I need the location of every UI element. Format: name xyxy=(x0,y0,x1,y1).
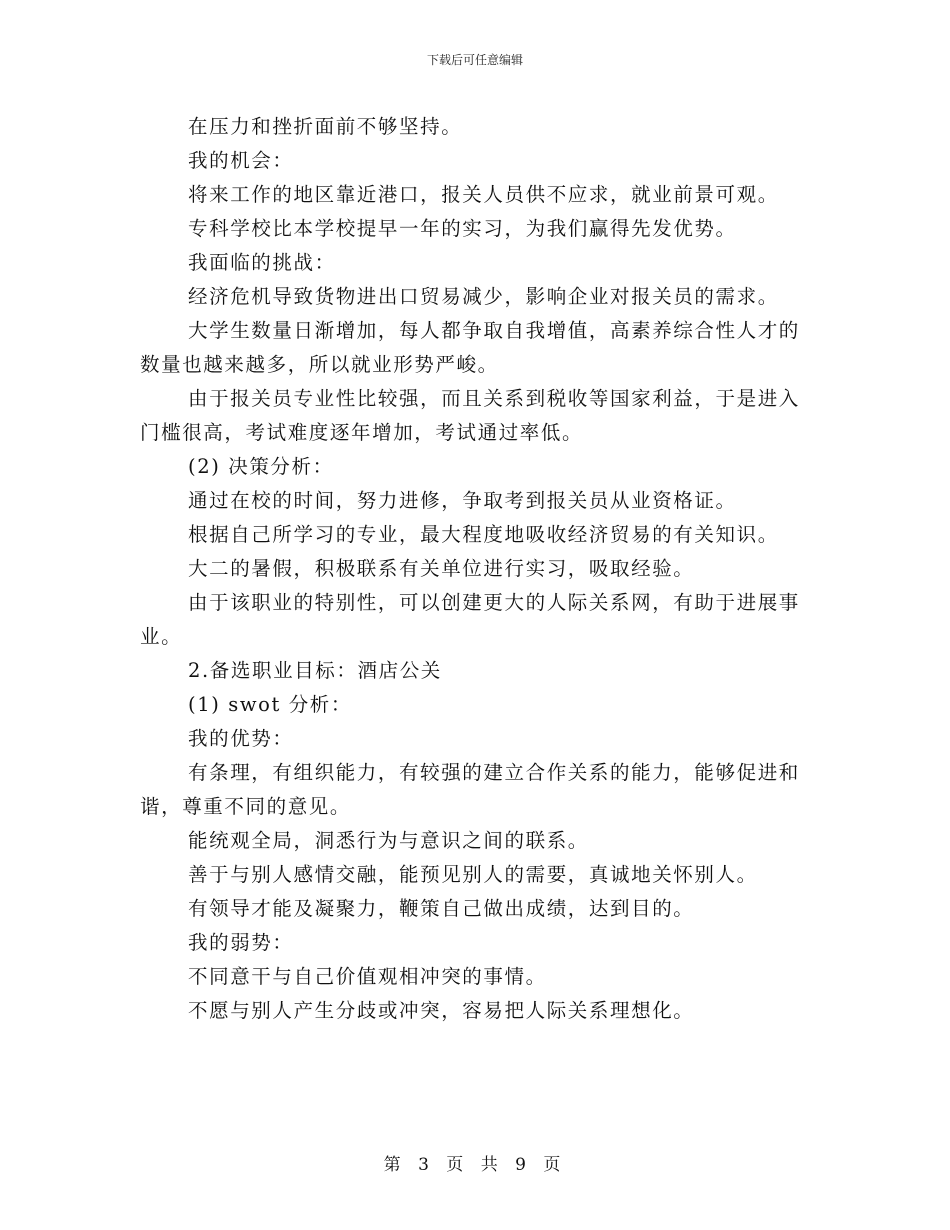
paragraph: 专科学校比本学校提早一年的实习，为我们赢得先发优势。 xyxy=(188,217,737,240)
paragraph: 将来工作的地区靠近港口，报关人员供不应求，就业前景可观。 xyxy=(188,183,779,206)
paragraph: 通过在校的时间，努力进修，争取考到报关员从业资格证。 xyxy=(188,489,737,512)
paragraph: 善于与别人感情交融，能预见别人的需要，真诚地关怀别人。 xyxy=(188,863,758,886)
paragraph: 根据自己所学习的专业，最大程度地吸收经济贸易的有关知识。 xyxy=(188,523,779,546)
section-heading: 我的弱势： xyxy=(188,931,294,954)
page-header: 下载后可任意编辑 xyxy=(426,53,523,67)
paragraph: 由于该职业的特别性，可以创建更大的人际关系网，有助于进展事业。 xyxy=(140,591,800,648)
paragraph: 经济危机导致货物进出口贸易减少，影响企业对报关员的需求。 xyxy=(188,285,779,308)
section-heading: 我的机会： xyxy=(188,149,294,172)
paragraph: 有条理，有组织能力，有较强的建立合作关系的能力，能够促进和谐，尊重不同的意见。 xyxy=(140,761,800,818)
section-heading: (1) swot 分析： xyxy=(188,693,352,716)
paragraph: 能统观全局，洞悉行为与意识之间的联系。 xyxy=(188,829,589,852)
paragraph: 有领导才能及凝聚力，鞭策自己做出成绩，达到目的。 xyxy=(188,897,695,920)
section-heading: 2.备选职业目标：酒店公关 xyxy=(188,659,442,682)
paragraph: 不愿与别人产生分歧或冲突，容易把人际关系理想化。 xyxy=(188,999,695,1022)
paragraph: 由于报关员专业性比较强，而且关系到税收等国家利益，于是进入门槛很高，考试难度逐年增加，考试通过率低。 xyxy=(140,387,800,444)
paragraph: 在压力和挫折面前不够坚持。 xyxy=(188,115,463,138)
section-heading: (2) 决策分析： xyxy=(188,455,334,478)
paragraph: 大学生数量日渐增加，每人都争取自我增值，高素养综合性人才的数量也越来越多，所以就业形势严峻。 xyxy=(140,319,800,376)
paragraph: 不同意干与自己价值观相冲突的事情。 xyxy=(188,965,547,988)
paragraph: 大二的暑假，积极联系有关单位进行实习，吸取经验。 xyxy=(188,557,695,580)
document-body xyxy=(140,110,800,1028)
section-heading: 我的优势： xyxy=(188,727,294,750)
page-number: 第 3 页 共 9 页 xyxy=(383,1155,567,1175)
section-heading: 我面临的挑战： xyxy=(188,251,336,274)
